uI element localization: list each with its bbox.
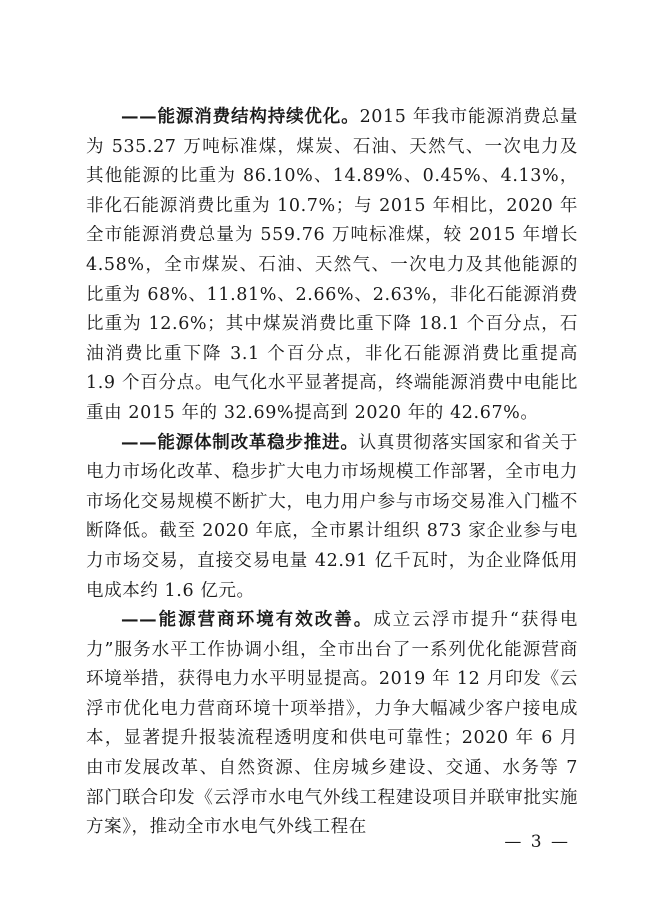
paragraph-heading: ——能源消费结构持续优化。 — [121, 107, 360, 127]
page-number: — 3 — — [504, 832, 570, 852]
paragraph-energy-reform — [86, 429, 578, 607]
paragraph-energy-consumption — [86, 103, 578, 429]
paragraph-text: 2015 年我市能源消费总量为 535.27 万吨标准煤，煤炭、石油、天然气、一次电力及其他能源的比重为 86.10%、14.89%、0.45%、4.13%，非化石能源消费比重为 10.7%；与 2015 年相比，2020 年全市能源消费总量为 559.76 万吨标准煤，较 2015 年增长 4.58%，全市煤炭、石油、天然气、一次电力及其他能源的比重为 68%、11.81%、2.66%、2.63%，非化石能源消费比重为 12.6%；其中煤炭消费比重下降 18.1 个百分点，石油消费比重下降 3.1 个百分点，非化石能源消费比重提高 1.9 个百分点。电气化水平显著提高，终端能源消费中电能比重由 2015 年的 32.69%提高到 2020 年的 42.67%。 — [86, 107, 578, 423]
paragraph-text: 认真贯彻落实国家和省关于电力市场化改革、稳步扩大电力市场规模工作部署，全市电力市场化交易规模不断扩大，电力用户参与市场交易准入门槛不断降低。截至 2020 年底，全市累计组织 873 家企业参与电力市场交易，直接交易电量 42.91 亿千瓦时，为企业降低用电成本约 1.6 亿元。 — [86, 432, 578, 601]
paragraph-heading: ——能源体制改革稳步推进。 — [121, 432, 359, 453]
paragraph-text: 成立云浮市提升“获得电力”服务水平工作协调小组，全市出台了一系列优化能源营商环境举措，获得电力水平明显提高。2019 年 12 月印发《云浮市优化电力营商环境十项举措》，力争大幅减少客户接电成本，显著提升报装流程透明度和供电可靠性；2020 年 6 月由市发展改革、自然资源、住房城乡建设、交通、水务等 7 部门联合印发《云浮市水电气外线工程建设项目并联审批实施方案》，推动全市水电气外线工程在 — [86, 610, 578, 838]
paragraph-heading: ——能源营商环境有效改善。 — [121, 610, 374, 631]
document-body — [86, 103, 578, 843]
paragraph-business-environment — [86, 606, 578, 843]
